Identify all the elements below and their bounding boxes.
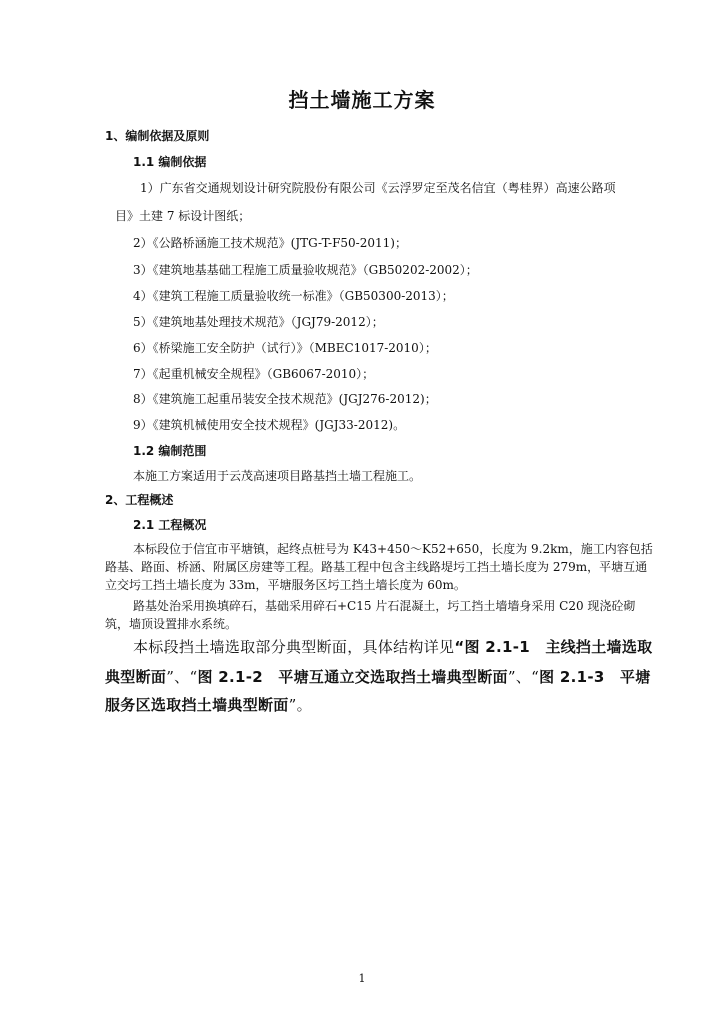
overview-para3-line3 <box>105 695 312 715</box>
section-2-heading: 2、工程概述 <box>105 493 174 507</box>
section-1-1-heading: 1.1 编制依据 <box>133 155 207 169</box>
basis-item-4: 4）《建筑工程施工质量验收统一标准》（GB50300-2013）； <box>133 289 454 303</box>
section-1-2-heading: 1.2 编制范围 <box>133 444 207 458</box>
para3-end: ”。 <box>288 696 312 714</box>
basis-item-7: 7）《起重机械安全规程》（GB6067-2010）； <box>133 367 375 381</box>
overview-para1-line3: 立交圬工挡土墙长度为 33m，平塘服务区圬工挡土墙长度为 60m。 <box>105 578 466 592</box>
figure-ref-2-1-1-end: 典型断面 <box>105 668 167 686</box>
basis-item-2: 2）《公路桥涵施工技术规范》(JTG-T-F50-2011)； <box>133 236 407 250</box>
section-2-1-heading: 2.1 工程概况 <box>133 518 207 532</box>
figure-ref-2-1-3-end: 服务区选取挡土墙典型断面 <box>105 696 289 714</box>
overview-para1-line1: 本标段位于信宜市平塘镇，起终点桩号为 K43+450～K52+650，长度为 9.2km，施工内容包括 <box>133 542 653 556</box>
document-title: 挡土墙施工方案 <box>288 88 436 112</box>
overview-para3-line2 <box>105 667 651 687</box>
basis-item-5: 5）《建筑地基处理技术规范》（JGJ79-2012）； <box>133 315 384 329</box>
figure-ref-2-1-2: 图 2.1-2 平塘互通立交选取挡土墙典型断面 <box>197 668 508 686</box>
page-number: 1 <box>358 972 366 985</box>
overview-para1-line2: 路基、路面、桥涵、附属区房建等工程。路基工程中包含主线路堤圬工挡土墙长度为 279m，平塘互通 <box>105 560 648 574</box>
para3-l1-text: 本标段挡土墙选取部分典型断面，具体结构详见 <box>133 638 455 656</box>
overview-para2-line2: 筑，墙顶设置排水系统。 <box>105 617 238 631</box>
scope-text: 本施工方案适用于云茂高速项目路基挡土墙工程施工。 <box>133 469 422 483</box>
basis-item-3: 3）《建筑地基基础工程施工质量验收规范》（GB50202-2002）； <box>133 263 478 277</box>
figure-ref-2-1-1-start: “图 2.1-1 主线挡土墙选取 <box>454 638 653 656</box>
overview-para3-line1 <box>133 637 652 657</box>
basis-item-9: 9）《建筑机械使用安全技术规程》(JGJ33-2012)。 <box>133 418 406 432</box>
basis-item-1-cont: 目》土建 7 标设计图纸； <box>115 209 251 223</box>
basis-item-8: 8）《建筑施工起重吊装安全技术规范》(JGJ276-2012)； <box>133 392 437 406</box>
para3-sep-1: ”、“ <box>166 668 198 686</box>
figure-ref-2-1-3-start: 图 2.1-3 平塘 <box>539 668 651 686</box>
basis-item-6: 6）《桥梁施工安全防护（试行）》（MBEC1017-2010）； <box>133 341 437 355</box>
overview-para2-line1: 路基处治采用换填碎石，基础采用碎石+C15 片石混凝土，圬工挡土墙墙身采用 C20 现浇砼砌 <box>133 599 636 613</box>
section-1-heading: 1、编制依据及原则 <box>105 129 210 143</box>
para3-sep-2: ”、“ <box>507 668 540 686</box>
basis-item-1: 1）广东省交通规划设计研究院股份有限公司《云浮罗定至茂名信宜（粤桂界）高速公路项 <box>140 181 616 195</box>
